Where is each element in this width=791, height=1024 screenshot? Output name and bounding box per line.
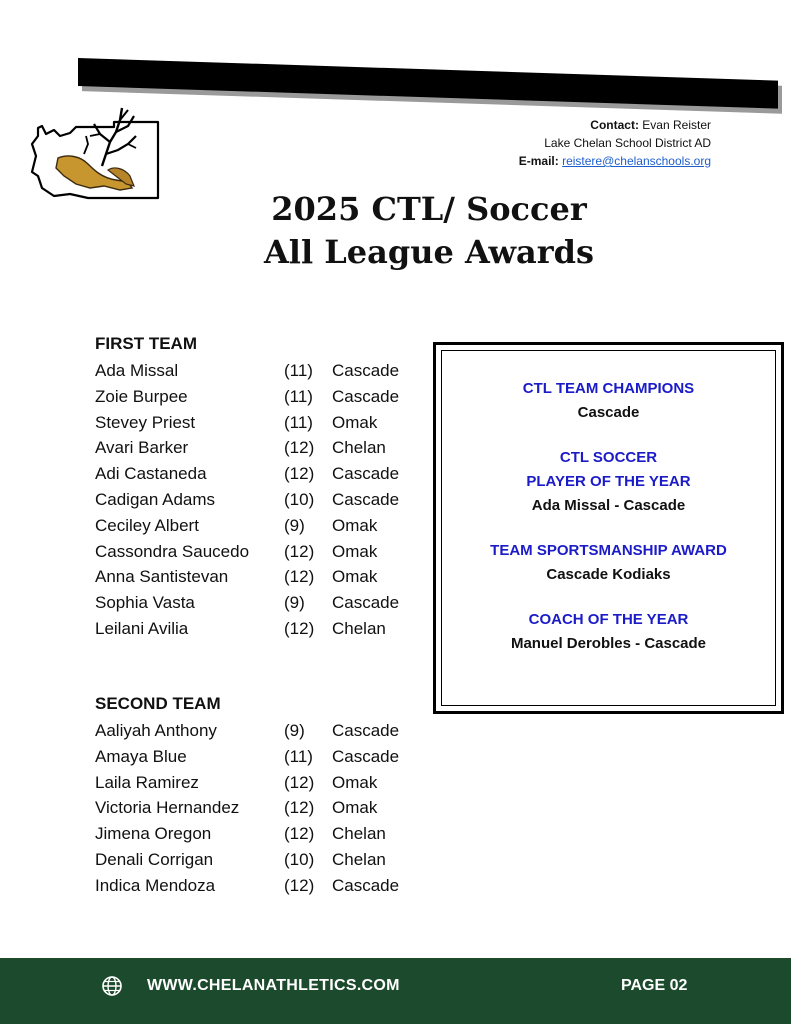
player-name: Victoria Hernandez (95, 798, 240, 818)
player-grade: (12) (284, 798, 315, 818)
player-name: Stevey Priest (95, 412, 196, 432)
award-title: COACH OF THE YEAR (528, 611, 689, 628)
player-name: Denali Corrigan (95, 849, 214, 869)
player-school: Cascade (332, 593, 400, 613)
player-grade: (11) (284, 386, 313, 406)
contact-org: Lake Chelan School District AD (544, 136, 711, 150)
footer-bar (0, 958, 791, 1024)
player-grade: (12) (284, 824, 315, 844)
award-recipient: Cascade (577, 404, 640, 421)
player-grade: (12) (284, 618, 315, 638)
contact-label: Contact: (590, 118, 639, 132)
player-grade: (12) (284, 438, 315, 458)
player-name: Avari Barker (95, 438, 189, 458)
awards-box-inner (441, 350, 776, 706)
player-grade: (11) (284, 412, 313, 432)
page-number: PAGE 02 (621, 977, 688, 994)
player-grade: (12) (284, 772, 315, 792)
award-recipient: Cascade Kodiaks (546, 566, 671, 583)
player-name: Ada Missal (95, 361, 179, 380)
player-name: Amaya Blue (95, 746, 187, 766)
player-grade: (11) (284, 746, 313, 766)
email-label: E-mail: (518, 154, 559, 168)
player-name: Zoie Burpee (95, 386, 188, 406)
player-name: Laila Ramirez (95, 772, 199, 792)
player-school: Cascade (332, 721, 400, 740)
player-name: Indica Mendoza (95, 875, 216, 895)
player-grade: (12) (284, 567, 315, 587)
player-name: Adi Castaneda (95, 464, 207, 484)
player-name: Sophia Vasta (95, 593, 195, 613)
award-block (442, 446, 775, 517)
player-school: Cascade (332, 875, 400, 895)
award-title: TEAM SPORTSMANSHIP AWARD (490, 542, 727, 559)
website-link[interactable]: WWW.CHELANATHLETICS.COM (147, 977, 400, 994)
player-school: Cascade (332, 386, 400, 406)
player-school: Chelan (332, 618, 386, 638)
player-grade: (12) (284, 464, 315, 484)
player-school: Omak (332, 798, 378, 818)
player-name: Aaliyah Anthony (95, 721, 217, 740)
award-block (442, 377, 775, 424)
award-recipient: Ada Missal - Cascade (531, 497, 686, 514)
page-title (0, 188, 791, 274)
player-school: Cascade (332, 361, 400, 380)
contact-line (519, 116, 711, 134)
award-block (442, 539, 775, 586)
player-name: Leilani Avilia (95, 618, 189, 638)
award-recipient: Manuel Derobles - Cascade (510, 635, 707, 652)
player-school: Chelan (332, 849, 386, 869)
player-school: Omak (332, 412, 378, 432)
player-name: Jimena Oregon (95, 824, 212, 844)
player-grade: (12) (284, 541, 315, 561)
second-team-heading: SECOND TEAM (95, 694, 221, 713)
contact-block (519, 116, 711, 170)
player-grade: (9) (284, 721, 305, 740)
award-title: CTL TEAM CHAMPIONS (522, 380, 695, 397)
globe-icon (101, 975, 123, 997)
player-school: Cascade (332, 464, 400, 484)
player-name: Cassondra Saucedo (95, 541, 250, 561)
title-line-2: All League Awards (263, 233, 595, 271)
award-title: CTL SOCCER (559, 449, 658, 466)
award-block (442, 608, 775, 655)
player-name: Anna Santistevan (95, 567, 229, 587)
player-school: Cascade (332, 746, 400, 766)
player-school: Omak (332, 541, 378, 561)
player-grade: (10) (284, 489, 315, 509)
player-grade: (12) (284, 875, 315, 895)
player-school: Chelan (332, 438, 386, 458)
award-title: PLAYER OF THE YEAR (526, 473, 691, 490)
player-grade: (10) (284, 849, 315, 869)
player-school: Cascade (332, 489, 400, 509)
player-grade: (9) (284, 515, 305, 535)
player-school: Chelan (332, 824, 386, 844)
email-line (519, 152, 711, 170)
title-line-1: 2025 CTL/ Soccer (271, 190, 587, 228)
first-team-heading: FIRST TEAM (95, 334, 197, 353)
awards-box (433, 342, 784, 714)
player-grade: (11) (284, 361, 313, 380)
player-name: Ceciley Albert (95, 515, 199, 535)
player-school: Omak (332, 515, 378, 535)
player-grade: (9) (284, 593, 305, 613)
player-school: Omak (332, 772, 378, 792)
contact-name: Evan Reister (642, 118, 711, 132)
player-school: Omak (332, 567, 378, 587)
player-name: Cadigan Adams (95, 489, 216, 509)
email-link[interactable]: reistere@chelanschools.org (562, 154, 711, 168)
header-black-bar (78, 58, 778, 109)
